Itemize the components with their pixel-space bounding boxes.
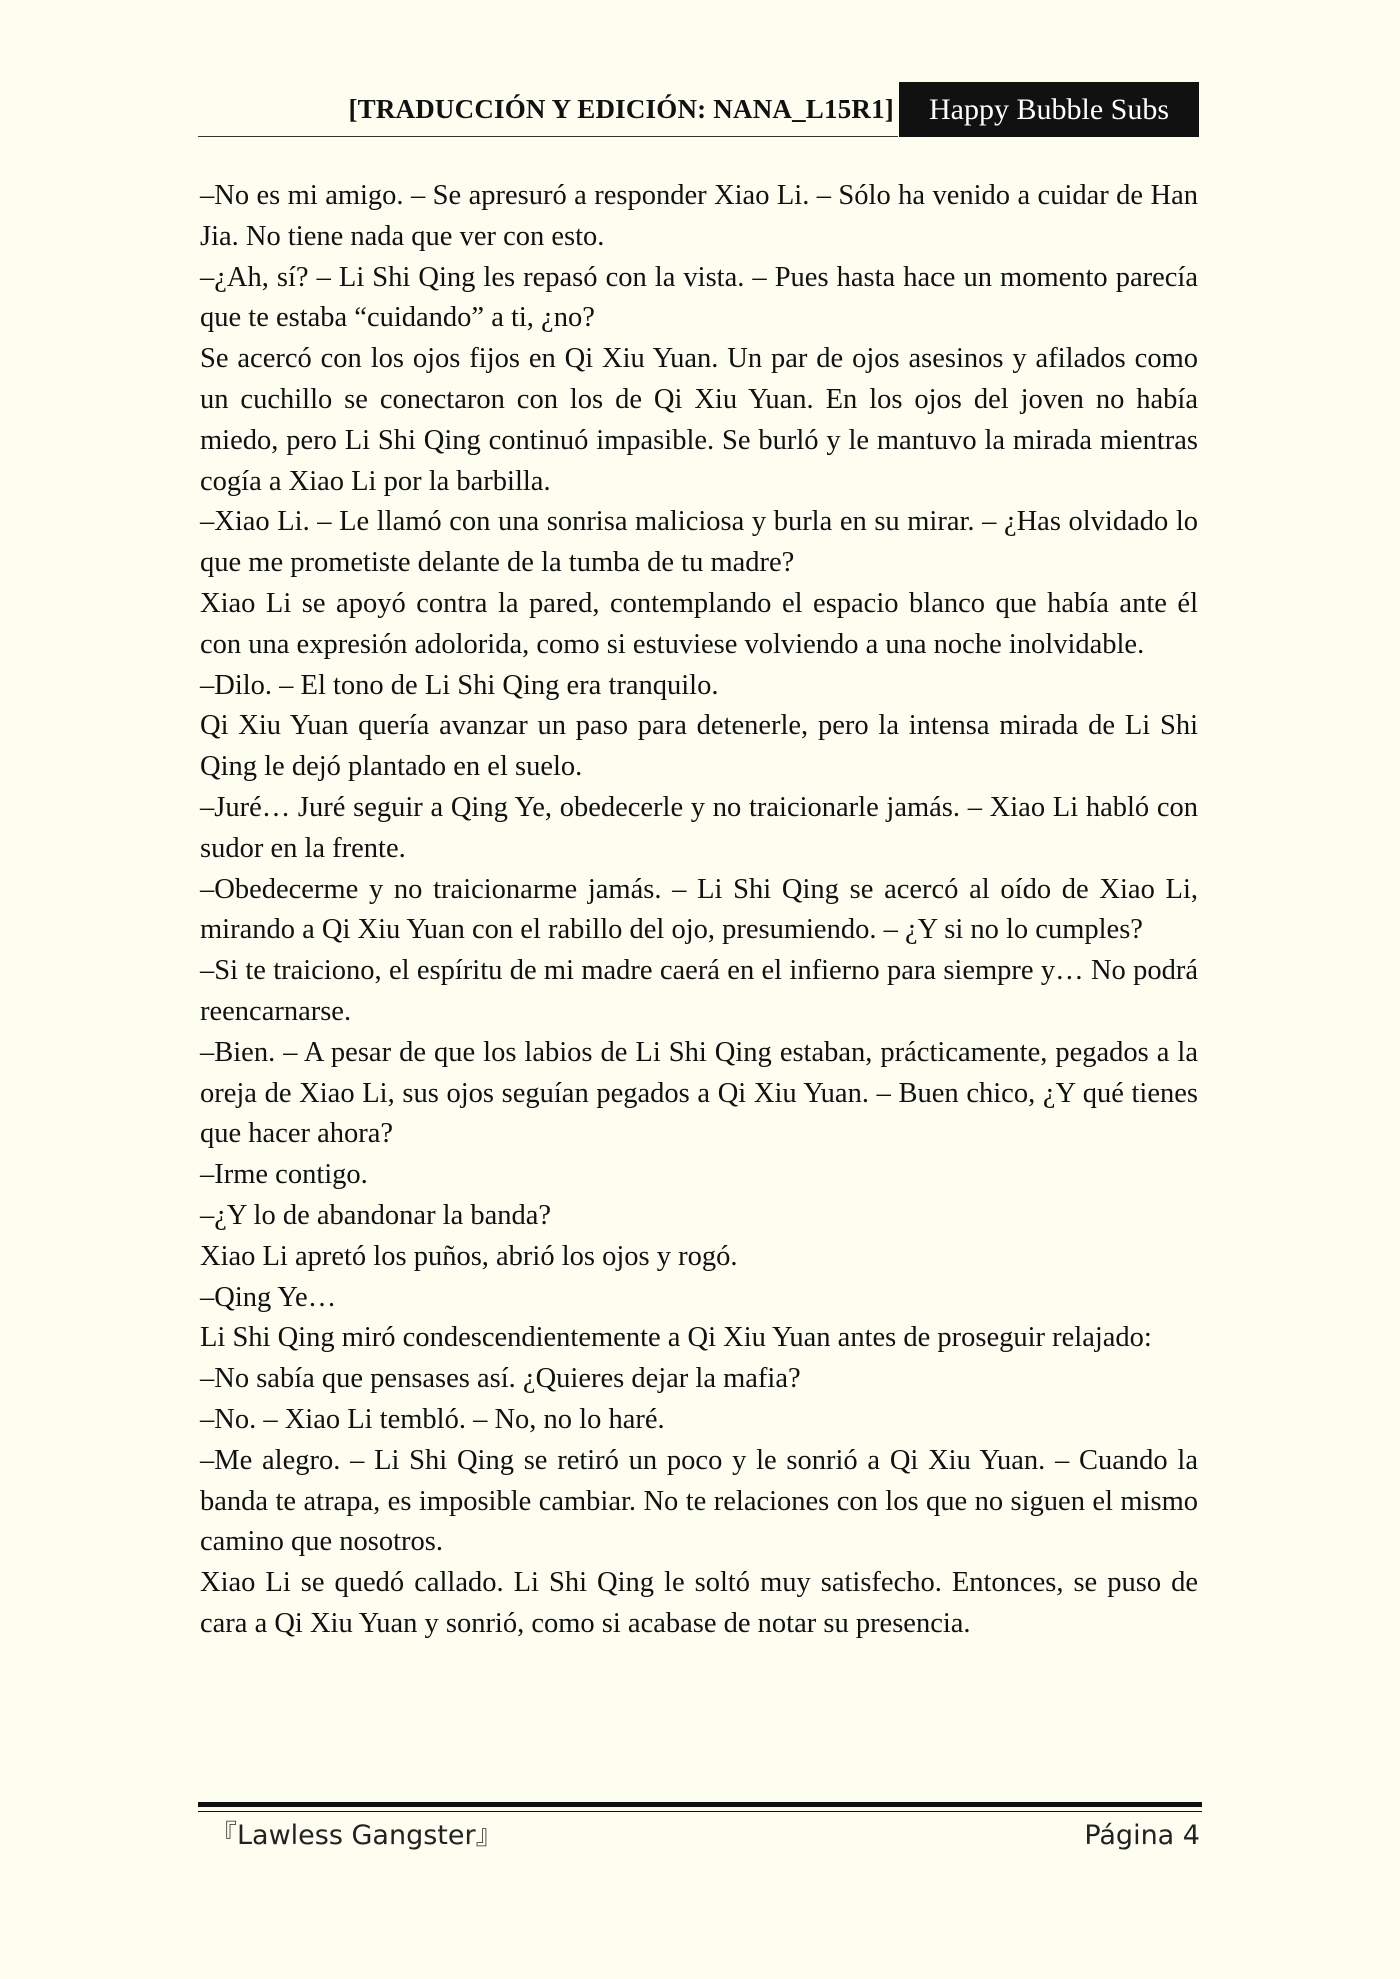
paragraph: Xiao Li se apoyó contra la pared, contemplando el espacio blanco que había ante él con una expresión adolorida, como si estuviese volviendo a una noche inolvidable. xyxy=(200,587,1198,660)
paragraph: –Xiao Li. – Le llamó con una sonrisa maliciosa y burla en su mirar. – ¿Has olvidado lo que me prometiste delante de la tumba de tu madre? xyxy=(200,506,1198,579)
paragraph: –No es mi amigo. – Se apresuró a responder Xiao Li. – Sólo ha venido a cuidar de Han Jia. No tiene nada que ver con esto. xyxy=(200,180,1198,252)
paragraph: –¿Y lo de abandonar la banda? xyxy=(200,1199,552,1231)
footer-rule-thin xyxy=(198,1811,1202,1812)
book-title: 『Lawless Gangster』 xyxy=(210,1820,503,1851)
paragraph: –No. – Xiao Li tembló. – No, no lo haré. xyxy=(200,1403,665,1435)
page-header xyxy=(198,82,1200,138)
page-number: Página 4 xyxy=(1084,1820,1200,1851)
paragraph: –Bien. – A pesar de que los labios de Li Shi Qing estaban, prácticamente, pegados a la oreja de Xiao Li, sus ojos seguían pegados a Qi Xiu Yuan. – Buen chico, ¿Y qué tienes que hacer ahora? xyxy=(200,1036,1198,1150)
paragraph: –Dilo. – El tono de Li Shi Qing era tranquilo. xyxy=(200,669,719,701)
paragraph: Xiao Li se quedó callado. Li Shi Qing le soltó muy satisfecho. Entonces, se puso de cara a Qi Xiu Yuan y sonrió, como si acabase de notar su presencia. xyxy=(200,1567,1198,1639)
header-rule xyxy=(198,136,898,137)
paragraph: –Me alegro. – Li Shi Qing se retiró un poco y le sonrió a Qi Xiu Yuan. – Cuando la banda te atrapa, es imposible cambiar. No te relaciones con los que no siguen el mismo camino que nosotros. xyxy=(200,1444,1198,1558)
paragraph: –Qing Ye… xyxy=(200,1281,337,1313)
paragraph: Qi Xiu Yuan quería avanzar un paso para detenerle, pero la intensa mirada de Li Shi Qing le dejó plantado en el suelo. xyxy=(200,710,1198,783)
paragraph: Se acercó con los ojos fijos en Qi Xiu Yuan. Un par de ojos asesinos y afilados como un cuchillo se conectaron con los de Qi Xiu Yuan. En los ojos del joven no había miedo, pero Li Shi Qing continuó impasible. Se burló y le mantuvo la mirada mientras cogía a Xiao Li por la barbilla. xyxy=(200,343,1198,497)
paragraph: –Juré… Juré seguir a Qing Ye, obedecerle y no traicionarle jamás. – Xiao Li habló con sudor en la frente. xyxy=(200,791,1198,864)
paragraph: Xiao Li apretó los puños, abrió los ojos y rogó. xyxy=(200,1240,738,1272)
footer-rule-thick xyxy=(198,1802,1202,1807)
translation-credit: [TRADUCCIÓN Y EDICIÓN: NANA_L15R1] xyxy=(348,94,894,124)
paragraph: –No sabía que pensases así. ¿Quieres dejar la mafia? xyxy=(200,1363,801,1395)
paragraph: Li Shi Qing miró condescendientemente a Qi Xiu Yuan antes de proseguir relajado: xyxy=(200,1322,1152,1354)
group-tag: Happy Bubble Subs xyxy=(899,82,1199,137)
paragraph: –Obedecerme y no traicionarme jamás. – Li Shi Qing se acercó al oído de Xiao Li, mirando a Qi Xiu Yuan con el rabillo del ojo, presumiendo. – ¿Y si no lo cumples? xyxy=(200,873,1198,946)
paragraph: –Irme contigo. xyxy=(200,1159,368,1191)
paragraph: –Si te traiciono, el espíritu de mi madre caerá en el infierno para siempre y… No podrá reencarnarse. xyxy=(200,955,1198,1027)
body-text xyxy=(200,176,1198,1645)
paragraph: –¿Ah, sí? – Li Shi Qing les repasó con la vista. – Pues hasta hace un momento parecía que te estaba “cuidando” a ti, ¿no? xyxy=(200,261,1198,334)
